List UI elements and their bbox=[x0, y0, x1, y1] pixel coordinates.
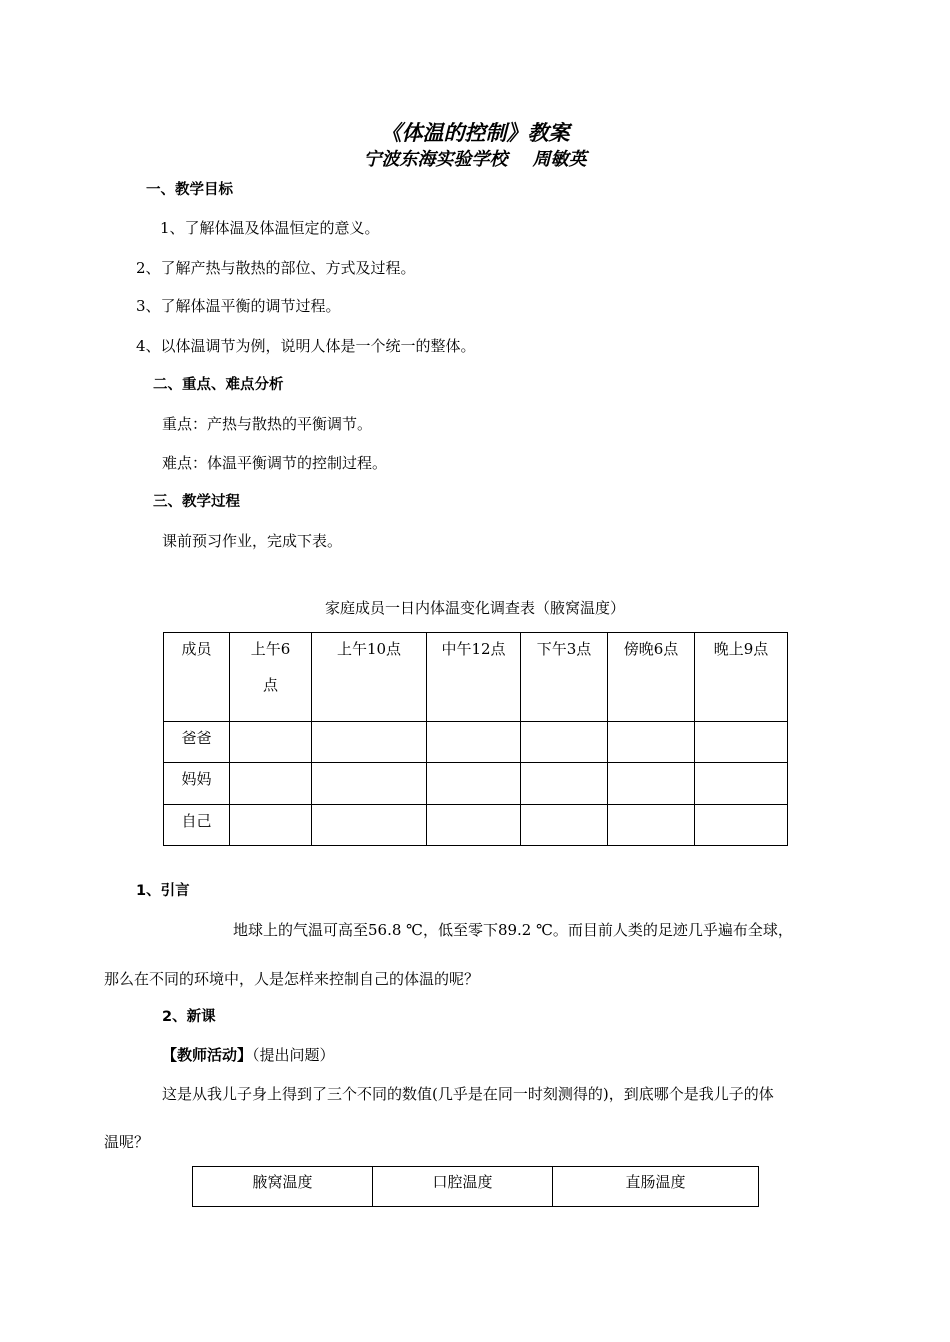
entry-cell[interactable] bbox=[695, 722, 788, 763]
entry-cell[interactable] bbox=[521, 722, 608, 763]
entry-cell[interactable] bbox=[230, 805, 312, 846]
document-title: 《体温的控制》教案 bbox=[380, 120, 570, 145]
process-intro: 课前预习作业，完成下表。 bbox=[162, 532, 343, 550]
entry-cell[interactable] bbox=[312, 763, 427, 805]
teacher-activity-note: （提出问题） bbox=[252, 1046, 335, 1064]
header-cell: 直肠温度 bbox=[553, 1167, 759, 1207]
entry-cell[interactable] bbox=[695, 805, 788, 846]
entry-cell[interactable] bbox=[608, 722, 695, 763]
teacher-activity bbox=[162, 1045, 335, 1065]
intro-text-line-2: 那么在不同的环境中，人是怎样来控制自己的体温的呢？ bbox=[104, 970, 480, 988]
header-cell: 口腔温度 bbox=[373, 1167, 553, 1207]
table-row bbox=[164, 763, 788, 805]
analysis-heading: 二、重点、难点分析 bbox=[153, 377, 284, 393]
entry-cell[interactable] bbox=[230, 722, 312, 763]
intro-heading: 1、引言 bbox=[136, 883, 190, 899]
entry-cell[interactable] bbox=[608, 805, 695, 846]
difficult-point: 难点：体温平衡调节的控制过程。 bbox=[162, 454, 388, 472]
entry-cell[interactable] bbox=[312, 722, 427, 763]
intro-text-line-1: 地球上的气温可高至56.8 ℃，低至零下89.2 ℃。而目前人类的足迹几乎遍布全球， bbox=[233, 921, 793, 939]
teacher-activity-label: 【教师活动】 bbox=[162, 1046, 253, 1064]
entry-cell[interactable] bbox=[312, 805, 427, 846]
entry-cell[interactable] bbox=[521, 805, 608, 846]
entry-cell[interactable] bbox=[427, 805, 521, 846]
survey-table bbox=[163, 632, 788, 846]
header-cell: 下午3点 bbox=[521, 633, 608, 722]
entry-cell[interactable] bbox=[427, 763, 521, 805]
entry-cell[interactable] bbox=[695, 763, 788, 805]
header-cell: 腋窝温度 bbox=[193, 1167, 373, 1207]
entry-cell[interactable] bbox=[521, 763, 608, 805]
header-cell: 傍晚6点 bbox=[608, 633, 695, 722]
table-row bbox=[164, 805, 788, 846]
header-cell: 上午10点 bbox=[312, 633, 427, 722]
question-line-2: 温呢？ bbox=[104, 1133, 150, 1151]
header-cell: 晚上9点 bbox=[695, 633, 788, 722]
temperature-header-row bbox=[193, 1167, 759, 1207]
process-heading: 三、教学过程 bbox=[153, 494, 240, 510]
temperature-table bbox=[192, 1166, 759, 1207]
survey-table-caption: 家庭成员一日内体温变化调查表（腋窝温度） bbox=[324, 599, 625, 617]
question-line-1: 这是从我儿子身上得到了三个不同的数值(几乎是在同一时刻测得的)，到底哪个是我儿子的体 bbox=[162, 1085, 774, 1103]
entry-cell[interactable] bbox=[427, 722, 521, 763]
survey-header-row bbox=[164, 633, 788, 722]
header-cell: 成员 bbox=[164, 633, 230, 722]
member-cell: 妈妈 bbox=[164, 763, 230, 805]
header-cell: 中午12点 bbox=[427, 633, 521, 722]
table-row bbox=[164, 722, 788, 763]
member-cell: 自己 bbox=[164, 805, 230, 846]
goal-item-4: 4、以体温调节为例，说明人体是一个统一的整体。 bbox=[136, 337, 476, 355]
new-lesson-heading: 2、新课 bbox=[162, 1009, 216, 1025]
entry-cell[interactable] bbox=[608, 763, 695, 805]
goal-item-2: 2、了解产热与散热的部位、方式及过程。 bbox=[136, 259, 416, 277]
goals-heading: 一、教学目标 bbox=[146, 182, 233, 198]
member-cell: 爸爸 bbox=[164, 722, 230, 763]
header-cell: 上午6 点 bbox=[230, 633, 312, 722]
entry-cell[interactable] bbox=[230, 763, 312, 805]
key-point: 重点：产热与散热的平衡调节。 bbox=[162, 415, 373, 433]
author-line: 宁波东海实验学校 周敏英 bbox=[363, 149, 587, 170]
goal-item-3: 3、了解体温平衡的调节过程。 bbox=[136, 297, 341, 315]
goal-item-1: 1、了解体温及体温恒定的意义。 bbox=[160, 219, 380, 237]
